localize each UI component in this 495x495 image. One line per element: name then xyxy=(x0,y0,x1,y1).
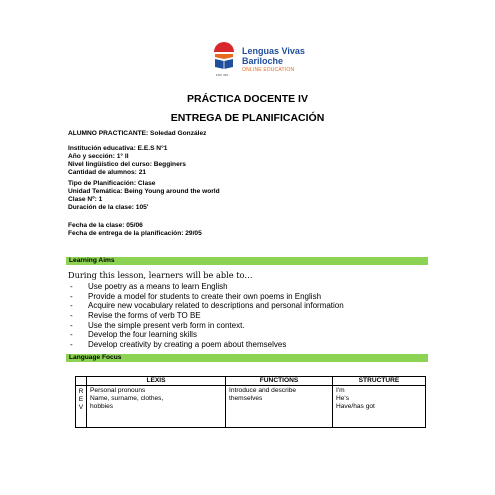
list-item: - Provide a model for students to create their own poems in English xyxy=(70,291,322,301)
logo-name-line1: Lenguas Vivas xyxy=(242,46,305,56)
table-row xyxy=(76,386,426,428)
delivery-date-line: Fecha de entrega de la planificación: 29/05 xyxy=(68,230,202,237)
class-date-line: Fecha de la clase: 05/06 xyxy=(68,222,143,229)
students-count-line: Cantidad de alumnos: 21 xyxy=(68,169,147,176)
list-item: - Develop the four learning skills xyxy=(70,330,197,340)
school-logo xyxy=(212,38,332,82)
list-item: - Develop creativity by creating a poem about themselves xyxy=(70,340,287,350)
institution-line: Institución educativa: E.E.S N°1 xyxy=(68,145,168,152)
language-focus-table xyxy=(75,376,426,428)
document-subtitle: ENTREGA DE PLANIFICACIÓN xyxy=(170,112,325,124)
student-line: ALUMNO PRACTICANTE: Soledad González xyxy=(68,130,207,137)
learning-aims-list xyxy=(70,282,344,350)
lexis-cell: Personal pronouns Name, surname, clothes, hobbies xyxy=(87,386,226,428)
structure-header: STRUCTURE xyxy=(333,377,426,386)
language-focus-bar xyxy=(66,354,428,362)
dates-block xyxy=(68,222,202,238)
list-item: - Acquire new vocabulary related to descriptions and personal information xyxy=(70,301,344,311)
list-item: - Use poetry as a means to learn English xyxy=(70,282,228,291)
level-line: Nivel lingüístico del curso: Begginers xyxy=(68,161,186,168)
logo-subtitle: ONLINE EDUCATION xyxy=(242,67,295,73)
table-header-row xyxy=(76,377,426,386)
language-focus-heading: Language Focus xyxy=(69,354,122,361)
functions-cell: Introduce and describe themselves xyxy=(226,386,333,428)
functions-header: FUNCTIONS xyxy=(226,377,333,386)
logo-small-text: FNC 325 xyxy=(216,73,229,77)
planning-type-line: Tipo de Planificación: Clase xyxy=(68,180,156,187)
duration-line: Duración de la clase: 105' xyxy=(68,204,149,211)
learning-aims-bar xyxy=(66,257,428,265)
lenguas-vivas-logo-icon xyxy=(212,38,236,74)
list-item: - Use the simple present verb form in context. xyxy=(70,320,245,330)
student-name xyxy=(68,130,206,138)
planning-block xyxy=(68,180,220,212)
learning-aims-intro: During this lesson, learners will be able to… xyxy=(68,270,253,280)
row-label-header xyxy=(76,377,87,386)
logo-name-line2: Bariloche xyxy=(242,56,284,66)
unit-line: Unidad Temática: Being Young around the world xyxy=(68,188,220,195)
list-item: - Revise the forms of verb TO BE xyxy=(70,311,201,321)
structure-cell: I'm He's Have/has got xyxy=(333,386,426,428)
institution-block xyxy=(68,145,186,177)
rev-label-cell: R E V xyxy=(76,386,87,428)
section-line: Año y sección: 1° II xyxy=(68,153,129,160)
learning-aims-heading: Learning Aims xyxy=(69,257,115,264)
class-number-line: Clase Nº: 1 xyxy=(68,196,103,203)
document-title: PRÁCTICA DOCENTE IV xyxy=(187,93,308,105)
lexis-header: LEXIS xyxy=(87,377,226,386)
